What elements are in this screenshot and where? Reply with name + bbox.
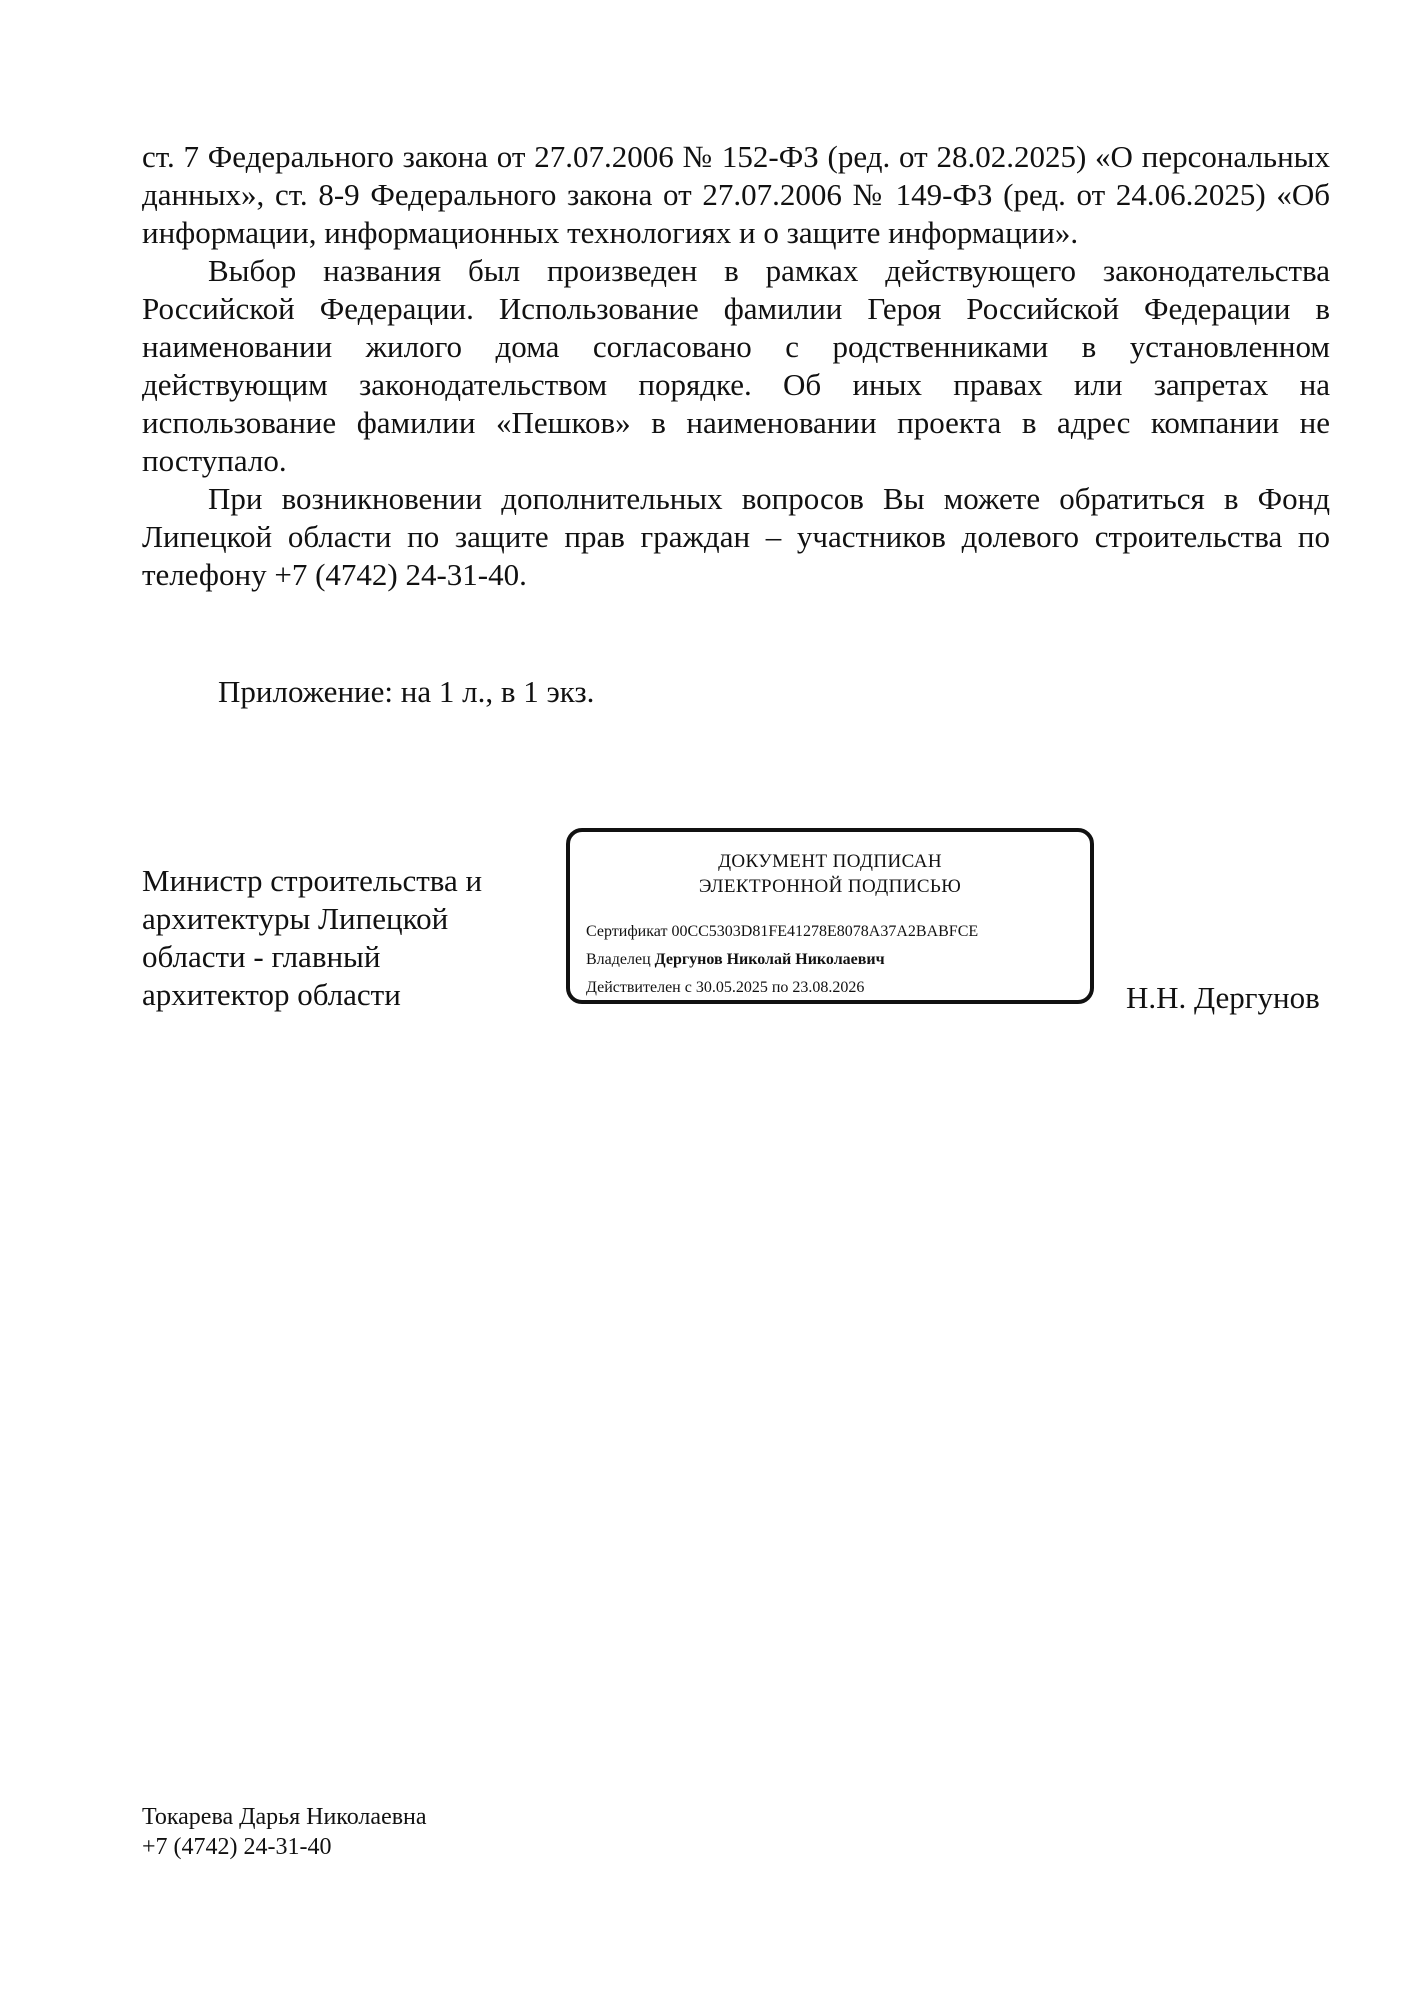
executor-block bbox=[142, 1802, 427, 1862]
stamp-certificate-value: 00CC5303D81FE41278E8078A37A2BABFCE bbox=[671, 923, 979, 940]
stamp-certificate-label: Сертификат bbox=[586, 923, 668, 940]
signer-name: Н.Н. Дергунов bbox=[1126, 980, 1320, 1015]
paragraph-legal-references: ст. 7 Федерального закона от 27.07.2006 № 152-ФЗ (ред. от 28.02.2025) «О персональных данных», ст. 8-9 Федерального закона от 27.07.2006 № 149-ФЗ (ред. от 24.06.2025) «Об информации, информационных технологиях и о защите информации». bbox=[142, 139, 1330, 250]
stamp-header bbox=[570, 849, 1090, 899]
stamp-validity bbox=[586, 978, 864, 998]
stamp-validity-to: 23.08.2026 bbox=[792, 979, 865, 996]
paragraph-name-choice: Выбор названия был произведен в рамках действующего законодательства Российской Федерации. Использование фамилии Героя Российской Федерации в наименовании жилого дома согласовано с родственниками в установленном действующим законодательством порядке. Об иных правах или запретах на использование фамилии «Пешков» в наименовании проекта в адрес компании не поступало. bbox=[142, 253, 1330, 478]
stamp-owner-value: Дергунов Николай Николаевич bbox=[654, 951, 885, 968]
stamp-owner bbox=[586, 950, 885, 970]
stamp-header-line-2: ЭЛЕКТРОННОЙ ПОДПИСЬЮ bbox=[698, 876, 962, 897]
stamp-validity-from: 30.05.2025 bbox=[695, 979, 768, 996]
attachment-note: Приложение: на 1 л., в 1 экз. bbox=[218, 674, 595, 709]
stamp-validity-label: Действителен bbox=[586, 979, 681, 996]
stamp-validity-from-label: с bbox=[684, 979, 692, 996]
stamp-validity-to-label: по bbox=[771, 979, 789, 996]
executor-name: Токарева Дарья Николаевна bbox=[142, 1804, 427, 1830]
stamp-owner-label: Владелец bbox=[586, 951, 651, 968]
electronic-signature-stamp bbox=[566, 828, 1094, 1004]
signer-title: Министр строительства и архитектуры Липецкой области - главный архитектор области bbox=[142, 863, 483, 1012]
letter-body bbox=[142, 138, 1330, 594]
stamp-certificate bbox=[586, 922, 978, 942]
stamp-header-line-1: ДОКУМЕНТ ПОДПИСАН bbox=[718, 851, 942, 872]
executor-phone: +7 (4742) 24-31-40 bbox=[142, 1834, 332, 1860]
paragraph-contact-fund: При возникновении дополнительных вопросов Вы можете обратиться в Фонд Липецкой области по защите прав граждан – участников долевого строительства по телефону +7 (4742) 24-31-40. bbox=[142, 481, 1330, 592]
